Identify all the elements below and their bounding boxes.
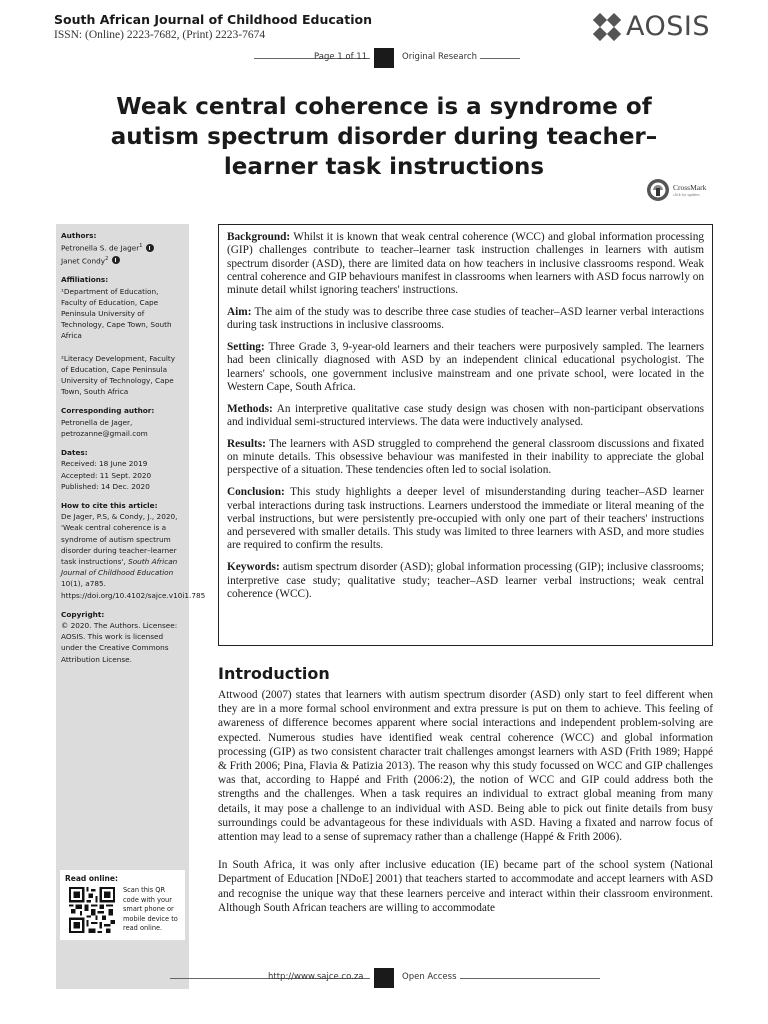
crossmark-label: CrossMark <box>673 183 707 192</box>
article-type: Original Research <box>402 52 477 62</box>
author-1: Petronella S. de Jager$^1$ <box>61 241 184 254</box>
aosis-logo-icon <box>593 13 621 41</box>
corresponding-heading: Corresponding author: <box>61 406 155 416</box>
date-published: Published: 14 Dec. 2020 <box>61 481 150 491</box>
authors-block <box>61 230 184 266</box>
authors-heading: Authors: <box>61 231 97 240</box>
orcid-icon[interactable] <box>112 256 120 264</box>
copyright-heading: Copyright: <box>61 609 105 619</box>
abstract-setting: Setting: Three Grade 3, 9-year-old learners and their teachers were purposively sampled. The learners had been clinically diagnosed with ASD by an independent clinical educational psychologist. The learners' schools, one government inclusive mainstream and one private school, were located in the Western Cape, South Africa. <box>227 341 704 393</box>
read-online-heading: Read online: <box>65 874 118 883</box>
dates-block <box>61 447 184 492</box>
publisher-logo[interactable] <box>593 13 710 41</box>
footer-access: Open Access <box>402 972 457 982</box>
orcid-icon[interactable] <box>146 244 154 252</box>
bar-square <box>374 48 394 68</box>
publisher-name: AOSIS <box>626 11 710 42</box>
copyright-text: © 2020. The Authors. Licensee: AOSIS. This work is licensed under the Creative Commons Attribution License. <box>61 620 178 664</box>
divider <box>460 978 600 979</box>
abstract-methods: Methods: An interpretive qualitative case study design was chosen with non-participant observations and individual semi-structured interviews. The data were inductively analysed. <box>227 402 704 429</box>
abstract-background: Background: Whilst it is known that weak central coherence (WCC) and global information processing (GIP) challenges contribute to teacher–learner task instruction challenges in learners with autism spectrum disorder (ASD), there are limited data on how teachers in inclusive classrooms respond. Weak central coherence and GIP behaviours manifest in classrooms when learners with ASD focus narrowly on minute detail whilst ignoring teachers' instructions. <box>227 231 704 297</box>
divider <box>480 58 520 59</box>
abstract-keywords: Keywords: autism spectrum disorder (ASD); global information processing (GIP); inclusive classrooms; interpretive case study; qualitative study; teacher–ASD learner verbal instructions; weak central coherence (WCC). <box>227 561 705 600</box>
body-paragraph: In South Africa, it was only after inclusive education (IE) became part of the school system (National Department of Education [NDoE] 2001) that teachers started to accommodate and accept learners with ASD and recognise the unique way that these learners perceive and interact within their classroom environment. Although South African teachers are willing to accommodate <box>218 859 713 914</box>
date-received: Received: 18 June 2019 <box>61 459 148 469</box>
article-title: Weak central coherence is a syndrome of autism spectrum disorder during teacher–learner task instructions <box>110 94 658 180</box>
author-2: Janet Condy$^2$ <box>61 254 184 267</box>
footer-bar <box>0 968 768 988</box>
corresponding-name: Petronella de Jager, <box>61 417 133 427</box>
abstract-box <box>218 224 713 646</box>
crossmark-icon <box>646 178 670 202</box>
citation-text: De Jager, P.S, & Condy, J., 2020, 'Weak central coherence is a syndrome of autism spectrum disorder during teacher–learner task instructions', South African Journal of Childhood Education 10(1), a785. https://doi.org/10.4102/sajce.v10i1.785 <box>61 512 206 600</box>
affiliation-2: ²Literacy Development, Faculty of Education, Cape Peninsula University of Technology, Cape Town, South Africa <box>61 353 176 397</box>
affiliation-1: ¹Department of Education, Faculty of Education, Cape Peninsula University of Technology, Cape Town, South Africa <box>61 286 172 341</box>
crossmark-sub: click for updates <box>673 192 700 197</box>
qr-code-icon[interactable] <box>69 887 115 933</box>
date-accepted: Accepted: 11 Sept. 2020 <box>61 470 152 480</box>
journal-title: South African Journal of Childhood Education <box>54 12 372 27</box>
abstract-aim: Aim: The aim of the study was to describe three case studies of teacher–ASD learner verbal interactions during task instructions in inclusive classrooms. <box>227 305 704 332</box>
abstract-results: Results: The learners with ASD struggled to comprehend the general classroom discussions and fixated on minute details. This obsessive behaviour was manifested in their inability to appreciate the global perspective of a situation. These tendencies often led to social isolation. <box>227 437 704 477</box>
section-heading: Introduction <box>218 664 330 683</box>
corresponding-block <box>61 405 184 439</box>
issn: ISSN: (Online) 2223-7682, (Print) 2223-7674 <box>54 29 266 41</box>
read-online-box <box>60 870 185 940</box>
affiliations-block <box>61 274 184 397</box>
body-text <box>218 688 713 929</box>
body-paragraph: Attwood (2007) states that learners with autism spectrum disorder (ASD) only start to feel different when they are in a more formal school environment and extra pressure is put on them to achieve. This feeling of awareness of difference becomes apparent where social interactions and independent problem-solving are expected. Numerous studies have identified weak central coherence (WCC) and global information processing (GIP) as two consistent character trait challenges amongst learners with ASD (Frith 1989; Happé & Frith 2006; Pina, Flavia & Patizia 2013). The reason why this study focussed on WCC and GIP challenges was that, according to Happé and Frith (2006:2), the notion of WCC and GIP could address both the strengths and the challenges. When a task requires an individual to extract global meaning from many details, it may pose a challenge to an individual with ASD. Being able to pick out finite details from busy surroundings could be advantageous for these individuals with ASD. Having a fixated and narrow focus of attention may lead to a sense of supremacy rather than a challenge (Happé & Frith 2006). <box>218 689 713 844</box>
page-info-bar <box>0 48 768 68</box>
crossmark-badge[interactable] <box>646 178 706 202</box>
read-online-text: Scan this QR code with your smart phone or mobile device to read online. <box>123 886 178 932</box>
corresponding-email[interactable]: petrozanne@gmail.com <box>61 428 148 438</box>
citation-heading: How to cite this article: <box>61 500 158 510</box>
footer-url[interactable]: http://www.sajce.co.za <box>268 972 364 982</box>
bar-square <box>374 968 394 988</box>
copyright-block <box>61 609 184 665</box>
page-number: Page 1 of 11 <box>314 52 368 62</box>
dates-heading: Dates: <box>61 448 88 458</box>
abstract-conclusion: Conclusion: This study highlights a deeper level of misunderstanding during teacher–ASD learner verbal interactions during task instructions. Learners understood the immediate or literal meaning of the verbal instructions, but were persistently pre-occupied with only one part of their teachers' instructions and persevered with smaller details. This study was limited to three learners with ASD, and more studies are required to confirm the results. <box>227 486 704 552</box>
citation-block <box>61 500 206 601</box>
affiliations-heading: Affiliations: <box>61 275 109 285</box>
